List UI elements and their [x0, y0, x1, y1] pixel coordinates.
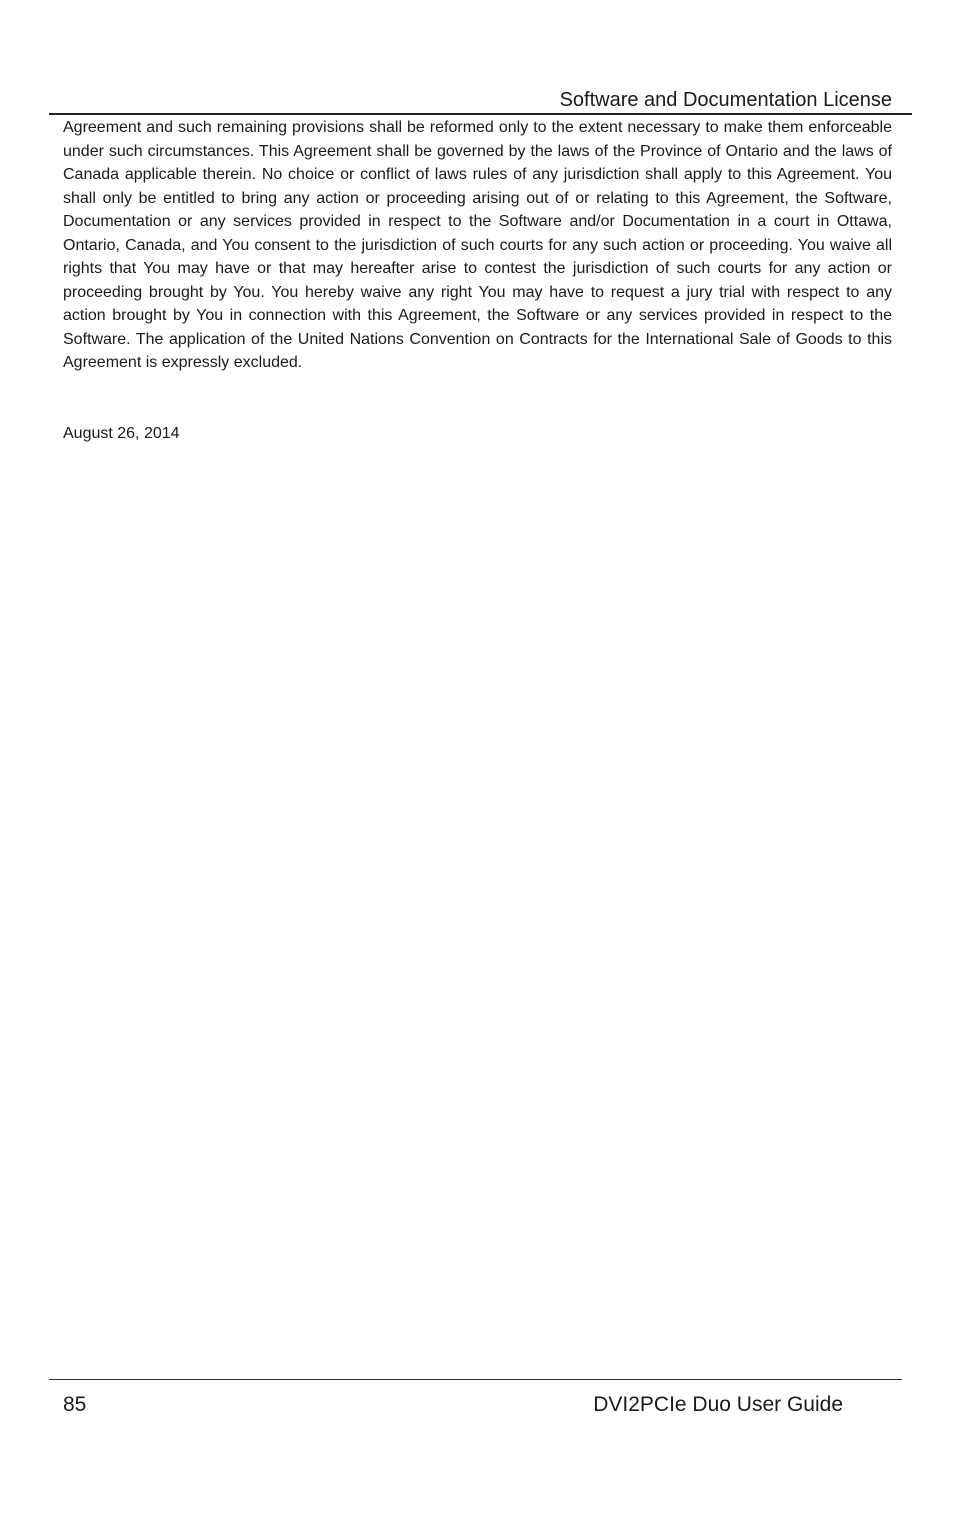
header-title: Software and Documentation License: [559, 89, 892, 111]
body-paragraph: Agreement and such remaining provisions shall be reformed only to the extent necessary to make them enforceable under such circumstances. This Agreement shall be governed by the laws of the Province of Ontario and the laws of Canada applicable therein. No choice or conflict of laws rules of any jurisdiction shall apply to this Agreement. You shall only be entitled to bring any action or proceeding arising out of or relating to this Agreement, the Software, Documentation or any services provided in respect to the Software and/or Documentation in a court in Ottawa, Ontario, Canada, and You consent to the jurisdiction of such courts for any such action or proceeding. You waive all rights that You may have or that may hereafter arise to contest the jurisdiction of such courts for any action or proceeding brought by You. You hereby waive any right You may have to request a jury trial with respect to any action brought by You in connection with this Agreement, the Software or any services provided in respect to the Software. The application of the United Nations Convention on Contracts for the International Sale of Goods to this Agreement is expressly excluded.: [63, 119, 892, 371]
page-header: [49, 86, 912, 115]
page-footer: [49, 1379, 902, 1430]
footer-title: DVI2PCIe Duo User Guide: [593, 1393, 843, 1416]
document-date: August 26, 2014: [63, 425, 180, 442]
page-number: 85: [63, 1393, 87, 1416]
